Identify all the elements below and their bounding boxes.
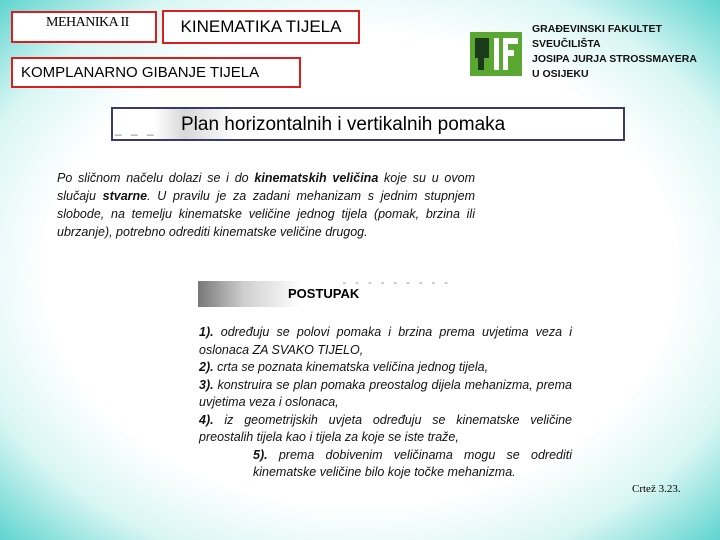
faculty-name-line: U OSIJEKU <box>532 68 589 80</box>
step-item <box>199 324 572 359</box>
procedure-steps <box>199 324 572 482</box>
faculty-name <box>532 22 697 82</box>
slide-title <box>111 107 625 141</box>
step-text: prema dobivenim veličinama mogu se odrediti kinematske veličine bilo koje točke mehanizma. <box>253 447 572 479</box>
decorative-dashes: - - - - - - - - - <box>342 277 451 289</box>
intro-text: koje su u ovom slučaju <box>57 171 475 203</box>
step-text: konstruira se plan pomaka preostalog dijela mehanizma, prema uvjetima veza i oslonaca, <box>199 377 572 409</box>
step-item <box>199 359 572 377</box>
procedure-label: POSTUPAK <box>288 286 360 301</box>
step-item <box>199 447 572 482</box>
step-text: iz geometrijskih uvjeta određuju se kinematske veličine preostalih tijela kao i tijela za koje se iste traže, <box>199 412 572 444</box>
intro-text: . U pravilu je za zadani mehanizam s jednim stupnjem slobode, na temelju kinematske veličine jednog tijela (pomak, brzina ili ubrzanje), potrebno odrediti kinematske veličine drugog. <box>57 189 475 239</box>
step-text: određuju se polovi pomaka i brzina prema uvjetima veza i oslonaca ZA SVAKO TIJELO, <box>199 325 572 357</box>
intro-paragraph <box>57 169 475 241</box>
section-label: KOMPLANARNO GIBANJE TIJELA <box>11 57 301 88</box>
step-item <box>199 412 572 447</box>
faculty-logo <box>470 22 710 82</box>
topic-label: KINEMATIKA TIJELA <box>162 10 360 44</box>
figure-caption: Crtež 3.23. <box>632 483 681 495</box>
faculty-name-line: SVEUČILIŠTA <box>532 38 601 50</box>
faculty-logo-icon <box>470 32 522 76</box>
step-number: 4). <box>199 412 214 427</box>
step-number: 5). <box>253 447 268 462</box>
step-number: 3). <box>199 377 214 392</box>
step-text: crta se poznata kinematska veličina jednog tijela, <box>213 360 489 374</box>
step-number: 1). <box>199 325 214 339</box>
step-number: 2). <box>199 360 214 374</box>
slide-title-text: Plan horizontalnih i vertikalnih pomaka <box>181 114 506 135</box>
course-label: MEHANIKA II <box>11 11 157 43</box>
intro-bold-term: kinematskih veličina <box>254 171 379 185</box>
step-item <box>199 377 572 412</box>
faculty-name-line: GRAĐEVINSKI FAKULTET <box>532 23 662 35</box>
decorative-dashes: _ _ _ <box>115 122 157 136</box>
intro-text: Po sličnom načelu dolazi se i do <box>57 171 255 185</box>
intro-bold-term: stvarne <box>102 189 148 203</box>
faculty-name-line: JOSIPA JURJA STROSSMAYERA <box>532 53 697 65</box>
procedure-banner <box>198 277 455 307</box>
